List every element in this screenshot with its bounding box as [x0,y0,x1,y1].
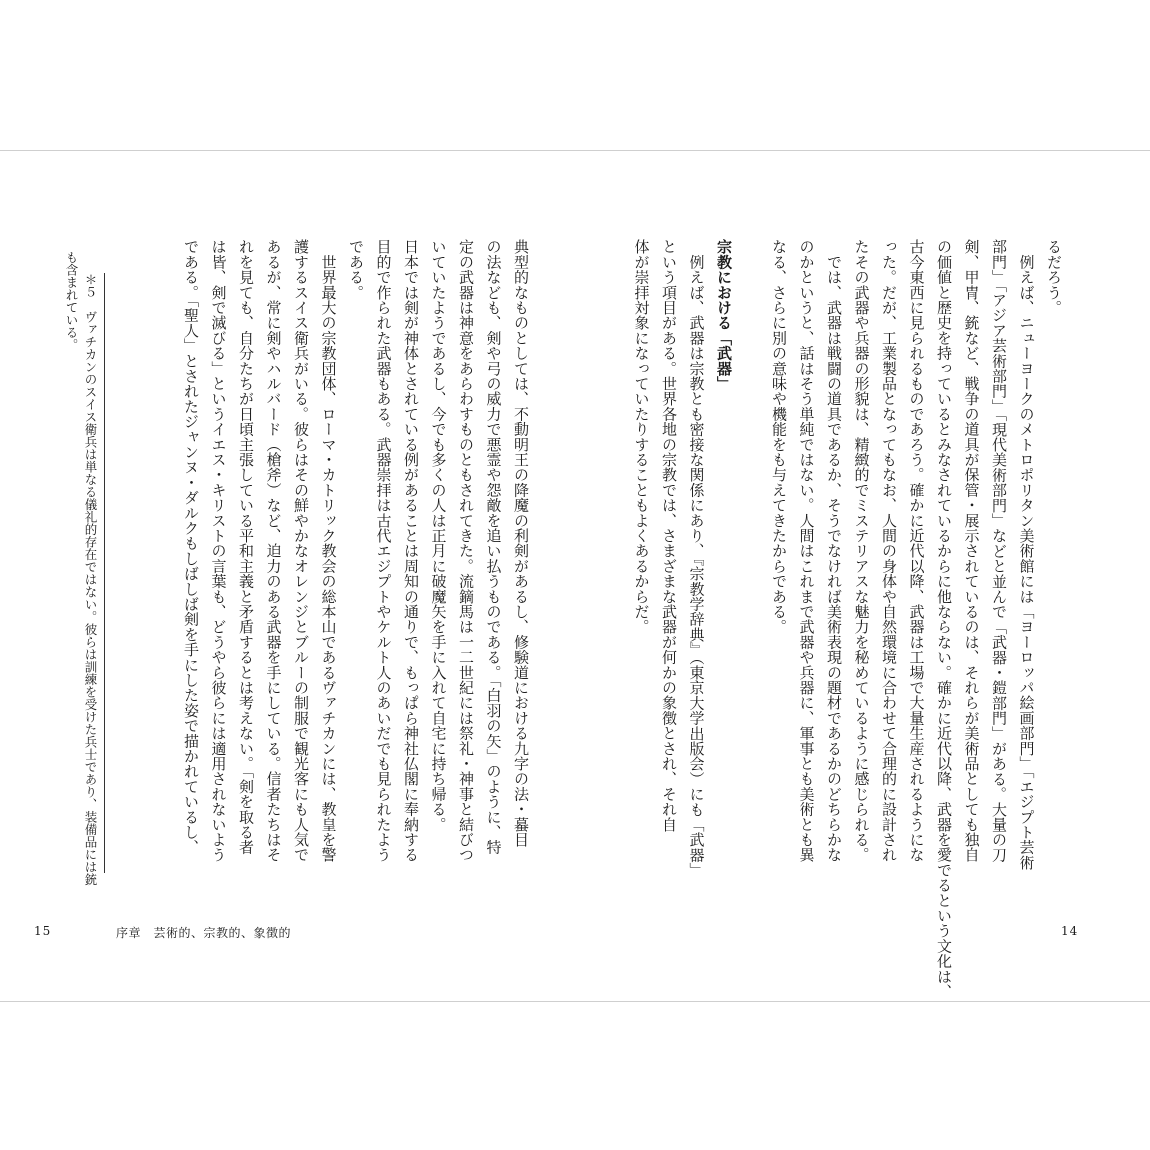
book-spread [0,150,1150,1002]
body-line: 典型的なものとしては、不動明王の降魔の利剣があるし、修験道における九字の法・蟇目 [512,239,530,847]
body-line: 剣、甲冑、銃など、戦争の道具が保管・展示されているのは、それらが美術品としても独自 [962,239,981,863]
body-line: るだろう。 [1045,239,1063,315]
body-line: 定の武器は神意をあらわすものともされてきた。流鏑馬は一二世紀には祭礼・神事と結びつ [457,239,475,863]
body-line: の法なども、剣や弓の威力で悪霊や怨敵を追い払うものである。「白羽の矢」のように、特 [484,239,503,855]
page-number-left: 15 [34,924,52,938]
footnote [54,251,100,886]
blank-line [737,239,765,869]
section-heading: 宗教における「武器」 [715,239,733,391]
body-line: 日本では剣が神体とされている例があることは周知の通りで、もっぱら神社仏閣に奉納する [402,239,420,863]
body-line: 例えば、武器は宗教とも密接な関係にあり、『宗教学辞典』（東京大学出版会）にも「武器」 [687,239,706,878]
footnote-line: ＊５ ヴァチカンのスイス衛兵は単なる儀礼的存在ではない。彼らは訓練を受けた兵士であり、装備品には銃 [83,273,98,886]
body-line: のかというと、話はそう単純ではない。人間はこれまで武器や兵器に、軍事とも美術とも異 [797,239,816,863]
left-page [0,151,575,1001]
body-line: である。 [347,239,365,300]
body-line: 部門」「アジア芸術部門」「現代美術部門」などと並んで「武器・鎧部門」がある。大量の刀 [990,239,1008,863]
body-line: 世界最大の宗教団体、ローマ・カトリック教会の総本山であるヴァチカンには、教皇を警 [319,239,338,863]
body-line: たその武器や兵器の形貌は、精緻的でミステリアスな魅力を秘めているように感じられる。 [852,239,871,863]
body-line: った。だが、工業製品となってもなお、人間の身体や自然環境に合わせて合理的に設計され [880,239,898,863]
right-page [575,151,1150,1001]
body-line: 古今東西に見られるものであろう。確かに近代以降、武器は工場で大量生産されるようにな [907,239,926,863]
body-line: である。「聖人」とされたジャンヌ・ダルクもしばしば剣を手にした姿で描かれているし、 [182,239,200,855]
body-line: 護するスイス衛兵がいる。彼らはその鮮やかなオレンジとブルーの制服で観光客にも人気で [292,239,310,863]
running-head: 序章 芸術的、宗教的、象徴的 [116,926,292,940]
body-line: あるが、常に剣やハルバード（槍斧）など、迫力のある武器を手にしている。信者たちはそ [264,239,283,863]
body-line: という項目がある。世界各地の宗教では、さまざまな武器が何かの象徴とされ、それ自 [660,239,678,832]
body-line: は皆、剣で滅びる」というイエス・キリストの言葉も、どうやら彼らには適用されないよう [209,239,228,863]
body-line: いていたようであるし、今でも多くの人は正月に破魔矢を手に入れて自宅に持ち帰る。 [429,239,448,832]
body-line: 目的で作られた武器もある。武器崇拝は古代エジプトやケルト人のあいだでも見られたよう [374,239,393,863]
footnote-line: も含まれている。 [64,251,79,351]
body-line: なる、さらに別の意味や機能をも与えてきたからである。 [770,239,788,635]
body-line: 例えば、ニューヨークのメトロポリタン美術館には「ヨーロッパ絵画部門」「エジプト芸術 [1017,239,1036,870]
left-page-body [182,239,534,869]
body-line: では、武器は戦闘の道具であるか、そうでなければ美術表現の題材であるかのどちらかな [825,239,843,863]
body-line: れを見ても、自分たちが日頃主張している平和主義と矛盾するとは考えない。「剣を取る者 [237,239,255,855]
body-line: の価値と歴史を持っているとみなされているからに他ならない。確かに近代以降、武器を愛でるという文化は、 [935,239,953,999]
footnote-rule [104,273,105,873]
page-number-right: 14 [1061,924,1079,938]
right-page-body [632,239,1067,999]
body-line: 体が崇拝対象になっていたりすることもよくあるからだ。 [632,239,651,635]
